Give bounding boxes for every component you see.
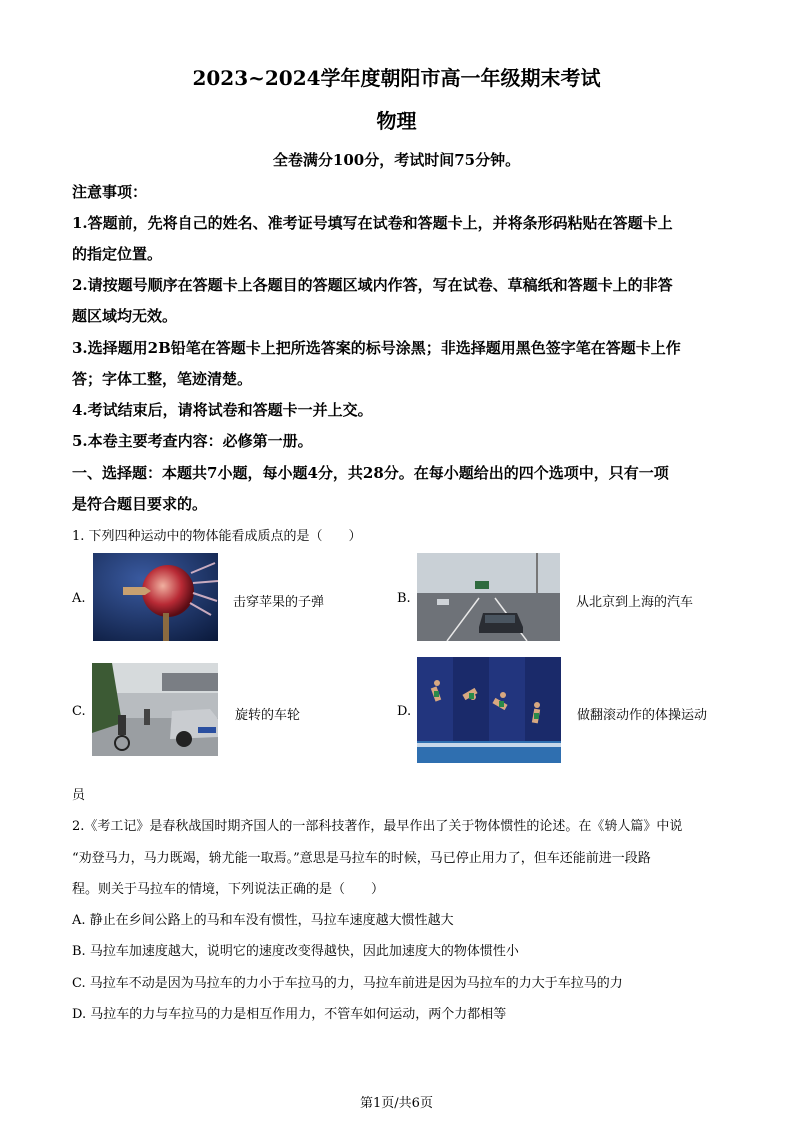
option-b-text: 从北京到上海的汽车	[576, 595, 694, 610]
notes-line: 4.考试结束后，请将试卷和答题卡一并上交。	[72, 401, 373, 419]
option-d-letter: D.	[397, 704, 412, 719]
question-2-stem-line: 2.《考工记》是春秋战国时期齐国人的一部科技著作，最早作出了关于物体惯性的论述。在《辀人篇》中说	[72, 819, 683, 834]
question-2-stem-line: 程。则关于马拉车的情境，下列说法正确的是（ ）	[72, 882, 385, 897]
option-a-text: 击穿苹果的子弹	[233, 595, 325, 610]
notes-line: 答；字体工整，笔迹清楚。	[72, 370, 253, 388]
question-2-option-a: A. 静止在乡间公路上的马和车没有惯性，马拉车速度越大惯性越大	[72, 913, 454, 928]
option-c-text: 旋转的车轮	[235, 708, 301, 723]
notes-line: 1.答题前，先将自己的姓名、准考证号填写在试卷和答题卡上，并将条形码粘贴在答题卡上	[72, 214, 673, 232]
notes-line: 题区域均无效。	[72, 307, 178, 325]
subject-title: 物理	[376, 109, 417, 133]
option-d-text: 做翻滚动作的体操运动	[577, 708, 708, 723]
question-2-stem-line: “劝登马力，马力既竭，辀尤能一取焉。”意思是马拉车的时候，马已停止用力了，但车还能前进一段路	[72, 851, 651, 866]
notes-line: 3.选择题用2B铅笔在答题卡上把所选答案的标号涂黑；非选择题用黑色签字笔在答题卡上作	[72, 339, 681, 357]
street-wheel-photo	[92, 663, 218, 756]
option-d-text-overflow: 员	[72, 788, 86, 803]
question-2-option-b: B. 马拉车加速度越大，说明它的速度改变得越快，因此加速度大的物体惯性小	[72, 944, 519, 959]
exam-meta: 全卷满分100分，考试时间75分钟。	[272, 151, 521, 169]
option-a-letter: A.	[72, 591, 86, 606]
bullet-apple-photo	[93, 553, 218, 641]
notes-line: 的指定位置。	[72, 245, 163, 263]
section-heading: 一、选择题：本题共7小题，每小题4分，共28分。在每小题给出的四个选项中，只有一项	[72, 464, 669, 482]
section-heading-cont: 是符合题目要求的。	[72, 495, 208, 513]
exam-title: 2023~2024学年度朝阳市高一年级期末考试	[192, 66, 601, 90]
notes-heading: 注意事项：	[72, 183, 148, 201]
gymnast-sequence-photo	[417, 657, 561, 763]
notes-line: 5.本卷主要考查内容：必修第一册。	[72, 432, 313, 450]
option-c-letter: C.	[72, 704, 86, 719]
page-number: 第1页/共6页	[360, 1096, 433, 1111]
question-1-stem: 1. 下列四种运动中的物体能看成质点的是（ ）	[72, 529, 362, 544]
question-2-option-c: C. 马拉车不动是因为马拉车的力小于车拉马的力，马拉车前进是因为马拉车的力大于车拉马的力	[72, 976, 623, 991]
highway-car-photo	[417, 553, 560, 641]
question-2-option-d: D. 马拉车的力与车拉马的力是相互作用力，不管车如何运动，两个力都相等	[72, 1007, 507, 1022]
notes-line: 2.请按题号顺序在答题卡上各题目的答题区域内作答，写在试卷、草稿纸和答题卡上的非答	[72, 276, 673, 294]
option-b-letter: B.	[397, 591, 411, 606]
